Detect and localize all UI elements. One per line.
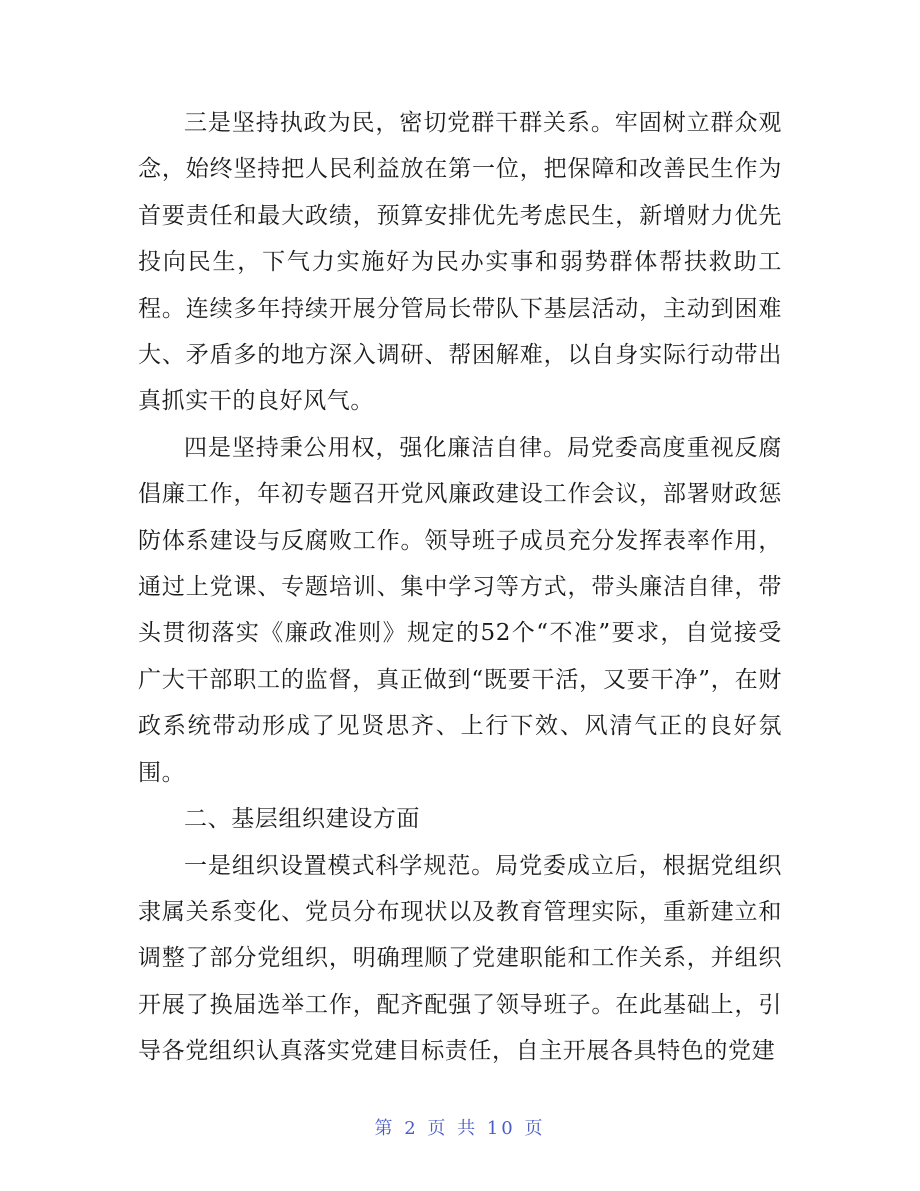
section-heading: 二、基层组织建设方面 (184, 806, 420, 833)
paragraph-point-four: 四是坚持秉公用权，强化廉洁自律。局党委高度重视反腐倡廉工作，年初专题召开党风廉政建设工作会议，部署财政惩防体系建设与反腐败工作。领导班子成员充分发挥表率作用，通过上党课、专题培训、集中学习等方式，带头廉洁自律，带头贯彻落实《廉政准则》规定的52个“不准”要求，自觉接受广大干部职工的监督，真正做到“既要干活，又要干净”，在财政系统带动形成了见贤思齐、上行下效、风清气正的良好氛围。 (138, 434, 782, 786)
page-number-footer: 第 2 页 共 10 页 (374, 1118, 546, 1139)
document-body (138, 100, 782, 1075)
paragraph-point-three: 三是坚持执政为民，密切党群干群关系。牢固树立群众观念，始终坚持把人民利益放在第一位，把保障和改善民生作为首要责任和最大政绩，预算安排优先考虑民生，新增财力优先投向民生，下气力实施好为民办实事和弱势群体帮扶救助工程。连续多年持续开展分管局长带队下基层活动，主动到困难大、矛盾多的地方深入调研、帮困解难，以自身实际行动带出真抓实干的良好风气。 (138, 110, 782, 415)
paragraph-point-one: 一是组织设置模式科学规范。局党委成立后，根据党组织隶属关系变化、党员分布现状以及教育管理实际，重新建立和调整了部分党组织，明确理顺了党建职能和工作关系，并组织开展了换届选举工作，配齐配强了领导班子。在此基础上，引导各党组织认真落实党建目标责任，自主开展各具特色的党建 (138, 852, 782, 1065)
